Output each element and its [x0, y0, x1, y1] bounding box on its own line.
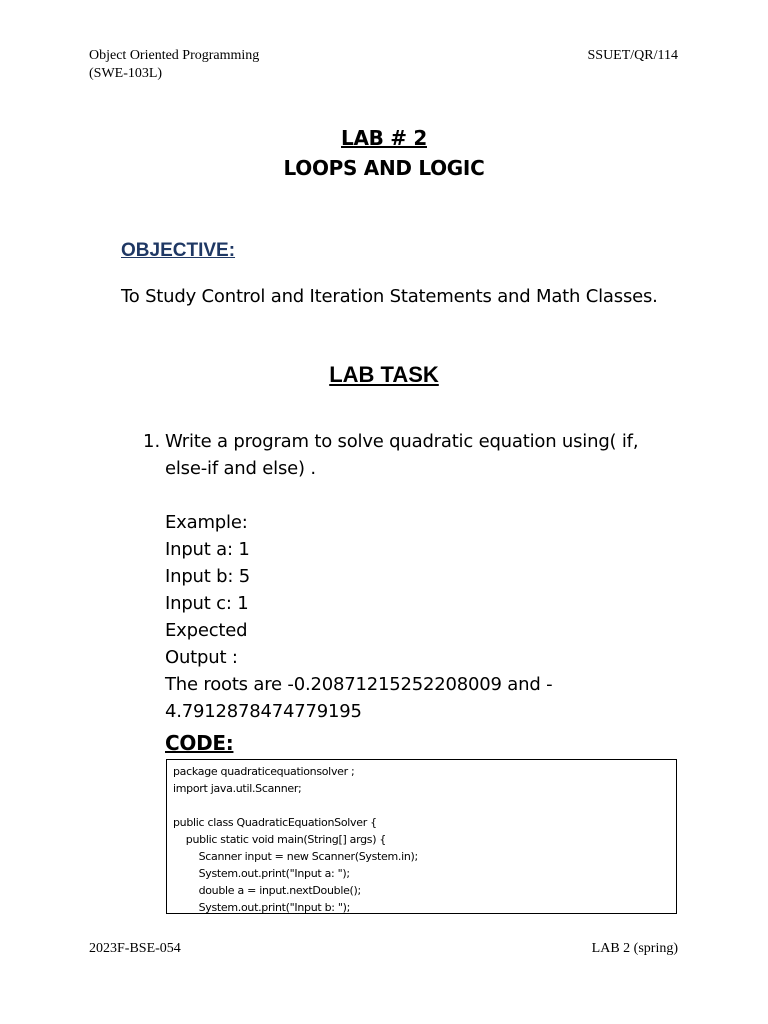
- course-name: Object Oriented Programming: [89, 48, 260, 63]
- code-line: import java.util.Scanner;: [173, 782, 302, 795]
- course-code: (SWE-103L): [89, 66, 163, 81]
- code-line: System.out.print("Input a: ");: [173, 867, 350, 880]
- task-number: 1.: [143, 431, 161, 452]
- task-text-line: else-if and else) .: [165, 458, 316, 479]
- code-line: System.out.print("Input b: ");: [173, 901, 351, 914]
- code-line: double a = input.nextDouble();: [173, 884, 361, 897]
- lab-title: LOOPS AND LOGIC: [283, 156, 485, 180]
- example-line: Input c: 1: [165, 593, 249, 614]
- example-line: Input a: 1: [165, 539, 250, 560]
- code-line: [173, 797, 670, 814]
- footer-lab-label: LAB 2 (spring): [591, 941, 678, 956]
- code-line: public static void main(String[] args) {: [173, 833, 387, 846]
- footer-student-id: 2023F-BSE-054: [89, 941, 181, 956]
- example-line: Input b: 5: [165, 566, 250, 587]
- lab-title-block: [0, 124, 768, 184]
- header-course: [89, 47, 259, 83]
- objective-heading: OBJECTIVE:: [121, 240, 236, 261]
- task-text-line: Write a program to solve quadratic equation using( if,: [165, 431, 639, 452]
- lab-task-heading: LAB TASK: [329, 362, 439, 387]
- code-line: package quadraticequationsolver ;: [173, 765, 355, 778]
- task-body: [165, 428, 665, 725]
- code-line: public class QuadraticEquationSolver {: [173, 816, 377, 829]
- objective-text: To Study Control and Iteration Statements and Math Classes.: [121, 286, 658, 307]
- example-line: The roots are -0.20871215252208009 and -: [165, 674, 553, 695]
- example-line: 4.7912878474779195: [165, 701, 362, 722]
- example-line: Expected: [165, 620, 248, 641]
- code-line: Scanner input = new Scanner(System.in);: [173, 850, 418, 863]
- example-line: Example:: [165, 512, 248, 533]
- code-box: [166, 759, 677, 914]
- example-line: Output :: [165, 647, 238, 668]
- document-code: SSUET/QR/114: [587, 48, 678, 63]
- code-heading: CODE:: [165, 731, 234, 755]
- lab-number: LAB # 2: [341, 126, 427, 150]
